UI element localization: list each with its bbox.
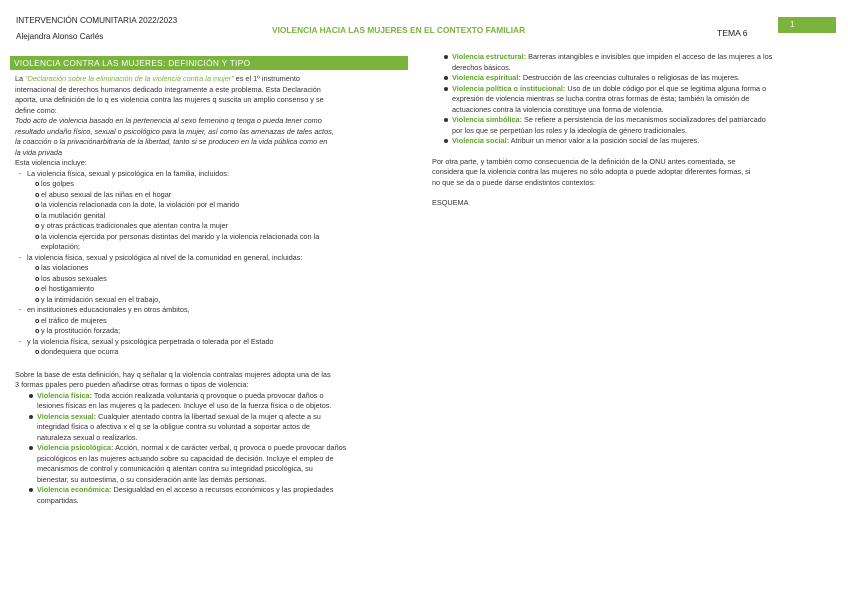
type-item-simbolica: Violencia simbólica: Se refiere a persistencia de los mecanismos socializadores del patriarcado por los que se perpetúan los roles y la ideología de género tradicionales.	[432, 115, 832, 136]
type-item-espiritual: Violencia espiritual: Destrucción de las creencias culturales o religiosas de las mujeres.	[432, 73, 832, 84]
section-title: VIOLENCIA CONTRA LAS MUJERES: DEFINICIÓN Y TIPO	[10, 56, 408, 70]
right-column	[432, 52, 832, 209]
type-item-politica: Violencia política o institucional: Uso de un doble código por el que se legitima alguna forma o expresión de violencia mientras se lucha contra otras formas de ésta; también la omisión de actuaciones contra la violencia constituye una forma de violencia.	[432, 84, 832, 116]
list-item: o la violencia relacionada con la dote, la violación por el marido	[35, 200, 240, 209]
list-item: o y la intimidación sexual en el trabajo,	[35, 294, 161, 304]
basis-line: 3 formas ppales pero pueden añadirse otras formas o tipos de violencia:	[15, 380, 249, 389]
course-label: INTERVENCIÓN COMUNITARIA 2022/2023	[16, 16, 178, 25]
list-item: o el hostigamiento	[35, 284, 95, 293]
group-2-label: - la violencia física, sexual y psicológica al nivel de la comunidad en general, incluidas:	[19, 252, 303, 262]
group-4-label: - y la violencia física, sexual y psicológica perpetrada o tolerada por el Estado	[19, 336, 274, 346]
bullet-icon	[444, 76, 448, 80]
bullet-icon	[29, 415, 33, 419]
bullet-icon	[29, 394, 33, 398]
intro-line-1: La “Declaración sobre la eliminación de la violencia contra la mujer” es el 1º instrumento	[15, 74, 300, 83]
list-item: o y la prostitución forzada;	[35, 326, 121, 335]
bullet-icon	[444, 55, 448, 59]
onu-line: no que se da o puede darse endistintos contextos:	[432, 177, 596, 187]
intro-line-4: define como:	[15, 105, 57, 115]
list-item: o la violencia ejercida por personas distintas del marido y la violencia relacionada con la	[35, 231, 320, 241]
page-number: 1	[778, 17, 836, 33]
left-column	[15, 74, 400, 506]
type-item-estructural: Violencia estructural: Barreras intangibles e invisibles que impiden el acceso de las mujeres a los derechos básicos.	[432, 52, 832, 73]
type-item-economica: Violencia económica: Desigualdad en el acceso a recursos económicos y las propiedades compartidas.	[15, 485, 400, 506]
definition-line: la coacción o la privaciónarbitraria de la libertad, tanto si se producen en la vida pública como en	[15, 137, 328, 146]
tema-label: TEMA 6	[717, 28, 748, 38]
onu-line: considera que la violencia contra las mujeres no sólo adopta o puede adoptar diferentes formas, si	[432, 167, 751, 176]
list-item: o los golpes	[35, 179, 74, 188]
list-item: o el tráfico de mujeres	[35, 315, 107, 325]
list-item: o el abuso sexual de las niñas en el hogar	[35, 189, 172, 199]
type-item-psicologica: Violencia psicológica: Acción, normal x de carácter verbal, q provoca o puede provocar daños psicológicos en las mujeres actuando sobre su capacidad de decisión. Incluye el empleo de mecanismos de control y comunicación q atentan contra su integridad psicológica, su bienestar, su autoestima, o su consideración ante las demás personas.	[15, 443, 400, 485]
list-item: o la mutilación genital	[35, 210, 106, 220]
intro-line-3: aporta, una definición de lo q es violencia contra las mujeres q suscita un amplio consenso y se	[15, 95, 324, 104]
list-item: o las violaciones	[35, 263, 89, 272]
list-item: o los abusos sexuales	[35, 273, 107, 283]
type-item-fisica: Violencia física: Toda acción realizada voluntaria q provoque o pueda provocar daños o lesiones físicas en las mujeres q la padecen. Incluye el uso de la fuerza física o de objetos.	[15, 391, 400, 412]
definition-line: la vida privada	[15, 147, 63, 157]
definition-line: Todo acto de violencia basado en la pertenencia al sexo femenino q tenga o pueda tener como	[15, 116, 322, 125]
basis-line: Sobre la base de esta definición, hay q señalar q la violencia contralas mujeres adopta una de las	[15, 369, 331, 379]
bullet-icon	[444, 87, 448, 91]
onu-line: Por otra parte, y también como consecuencia de la definición de la ONU antes comentada, se	[432, 156, 736, 166]
group-1-label: - La violencia física, sexual y psicológica en la familia, incluidos:	[19, 168, 229, 178]
bullet-icon	[444, 139, 448, 143]
includes-label: Esta violencia incluye:	[15, 158, 87, 167]
definition-line: resultado undaño físico, sexual o psicológico para la mujer, así como las amenazas de tales actos,	[15, 126, 334, 136]
list-item-continuation: explotación;	[41, 242, 80, 251]
bullet-icon	[444, 118, 448, 122]
author-label: Alejandra Alonso Carlés	[16, 32, 104, 41]
type-item-social: Violencia social: Atribuir un menor valor a la posición social de las mujeres.	[432, 136, 832, 147]
group-3-label: - en instituciones educacionales y en otros ámbitos,	[19, 305, 190, 314]
document-title: VIOLENCIA HACIA LAS MUJERES EN EL CONTEXTO FAMILIAR	[272, 25, 526, 35]
type-item-sexual: Violencia sexual: Cualquier atentado contra la libertad sexual de la mujer q afecte a su integridad física o afectiva x el q se la obligue contra su voluntad a soportar actos de naturaleza sexual o realizarlos.	[15, 412, 400, 444]
intro-line-2: internacional de derechos humanos dedicado íntegramente a este problema. Esta Declaración	[15, 84, 321, 94]
list-item: o dondequiera que ocurra	[35, 347, 119, 356]
list-item: o y otras prácticas tradicionales que atentan contra la mujer	[35, 221, 228, 230]
bullet-icon	[29, 446, 33, 450]
declaration-quote: “Declaración sobre la eliminación de la violencia contra la mujer”	[25, 74, 234, 83]
esquema-label: ESQUEMA	[432, 198, 469, 207]
bullet-icon	[29, 488, 33, 492]
